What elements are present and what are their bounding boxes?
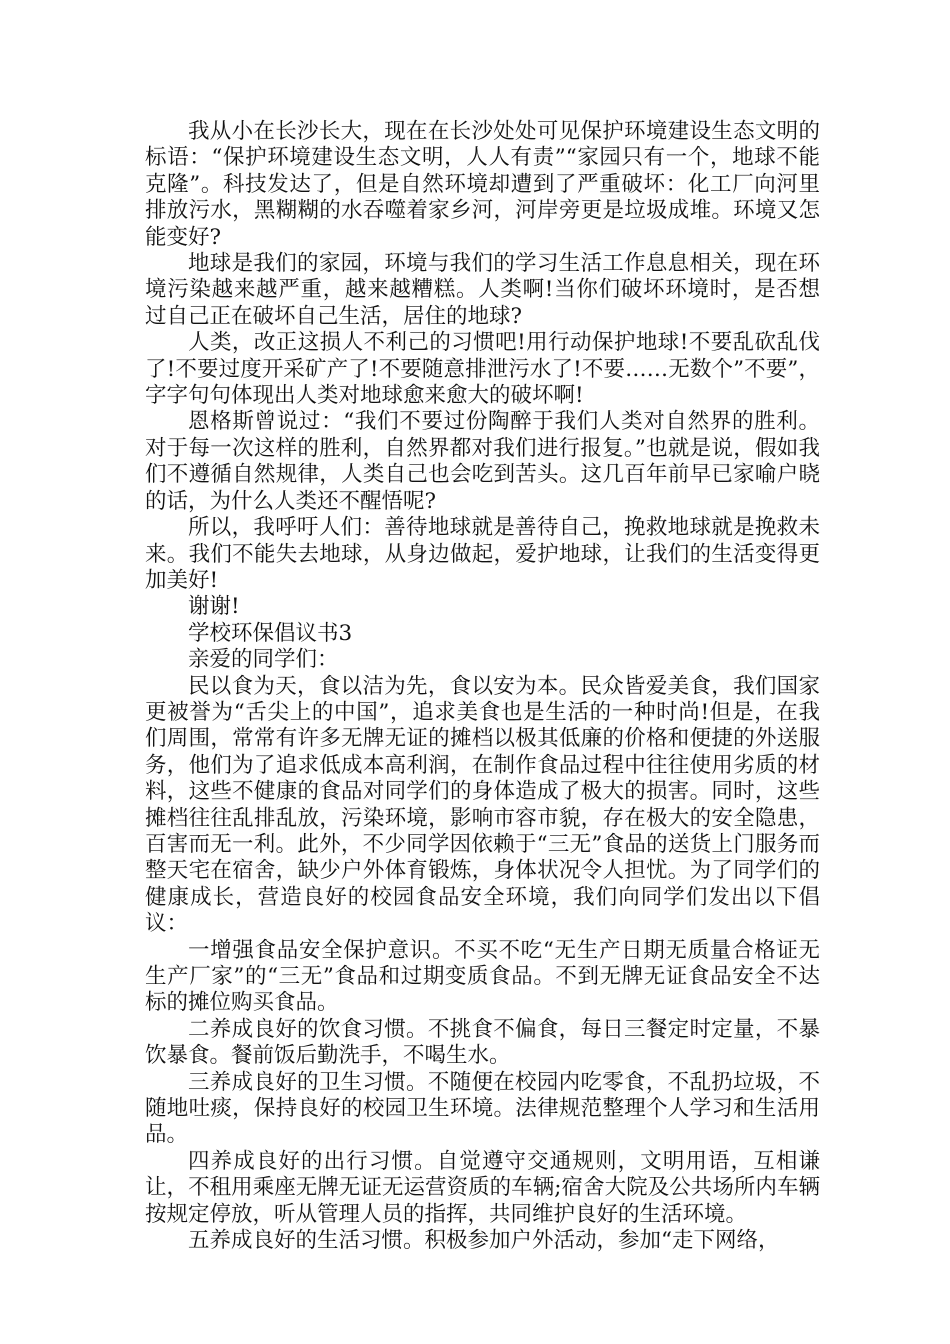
closing-thanks: 谢谢! [188,594,240,620]
salutation: 亲爱的同学们： [188,647,339,673]
proposal-item-1: 一增强食品安全保护意识。不买不吃“无生产日期无质量合格证无生产厂家”的“三无”食品和过期变质食品。不到无牌无证食品安全不达标的摊位购买食品。 [145,937,820,1016]
section-title: 学校环保倡议书3 [188,620,353,646]
paragraph-intro: 民以食为天，食以洁为先，食以安为本。民众皆爱美食，我们国家更被誉为“舌尖上的中国”，追求美食也是生活的一种时尚!但是，在我们周围，常常有许多无牌无证的摊档以极其低廉的价格和便捷的外送服务，他们为了追求低成本高利润，在制作食品过程中往往使用劣质的材料，这些不健康的食品对同学们的身体造成了极大的损害。同时，这些摊档往往乱排乱放，污染环境，影响市容市貌，存在极大的安全隐患，百害而无一利。此外，不少同学因依赖于“三无”食品的送货上门服务而整天宅在宿舍，缺少户外体育锻炼，身体状况令人担忧。为了同学们的健康成长，营造良好的校园食品安全环境，我们向同学们发出以下倡议： [145,673,820,937]
paragraph-5: 所以，我呼吁人们：善待地球就是善待自己，挽救地球就是挽救未来。我们不能失去地球，从身边做起，爱护地球，让我们的生活变得更加美好! [145,515,820,593]
document-body [145,119,820,1254]
paragraph-3: 人类，改正这损人不利己的习惯吧!用行动保护地球!不要乱砍乱伐了!不要过度开采矿产了!不要随意排泄污水了!不要……无数个”不要”，字字句句体现出人类对地球愈来愈大的破坏啊! [145,330,820,409]
proposal-item-2: 二养成良好的饮食习惯。不挑食不偏食，每日三餐定时定量，不暴饮暴食。餐前饭后勤洗手，不喝生水。 [145,1016,820,1069]
proposal-item-5: 五养成良好的生活习惯。积极参加户外活动，参加“走下网络， [188,1228,780,1254]
paragraph-4: 恩格斯曾说过：“我们不要过份陶醉于我们人类对自然界的胜利。对于每一次这样的胜利，自然界都对我们进行报复。”也就是说，假如我们不遵循自然规律，人类自己也会吃到苦头。这几百年前早已家喻户晓的话，为什么人类还不醒悟呢? [145,409,820,514]
paragraph-1: 我从小在长沙长大，现在在长沙处处可见保护环境建设生态文明的标语：“保护环境建设生态文明，人人有责”“家园只有一个，地球不能克隆”。科技发达了，但是自然环境却遭到了严重破坏：化工厂向河里排放污水，黑糊糊的水吞噬着家乡河，河岸旁更是垃圾成堆。环境又怎能变好? [145,119,820,250]
proposal-item-4: 四养成良好的出行习惯。自觉遵守交通规则，文明用语，互相谦让，不租用乘座无牌无证无运营资质的车辆;宿舍大院及公共场所内车辆按规定停放，听从管理人员的指挥，共同维护良好的生活环境。 [145,1148,820,1227]
paragraph-2: 地球是我们的家园，环境与我们的学习生活工作息息相关，现在环境污染越来越严重，越来越糟糕。人类啊!当你们破坏环境时，是否想过自己正在破坏自己生活，居住的地球? [145,251,820,329]
proposal-item-3: 三养成良好的卫生习惯。不随便在校园内吃零食，不乱扔垃圾，不随地吐痰，保持良好的校园卫生环境。法律规范整理个人学习和生活用品。 [145,1069,820,1148]
